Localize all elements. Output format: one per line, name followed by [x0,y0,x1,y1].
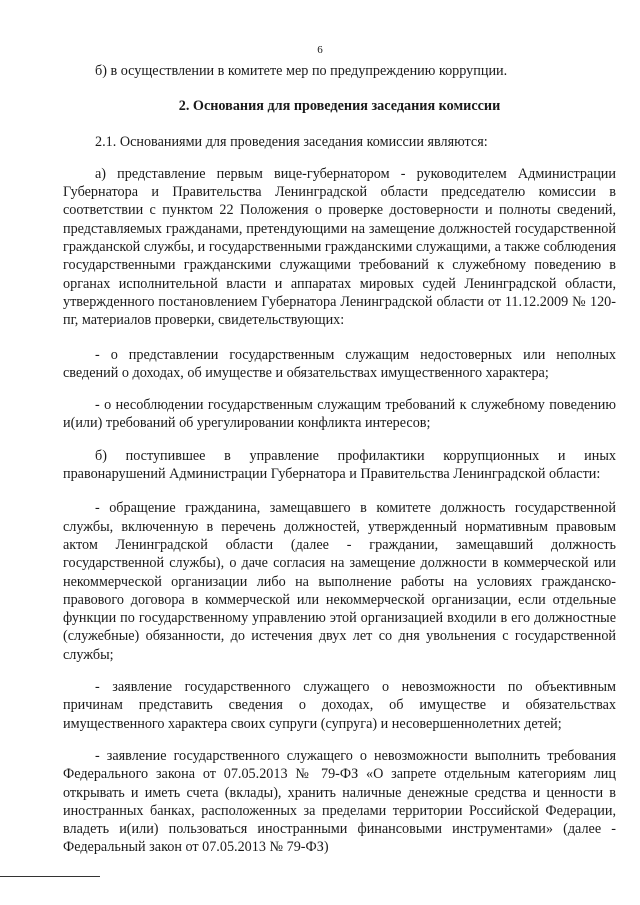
bottom-rule [0,876,100,877]
paragraph-b-dash-foreign-accounts: - заявление государственного служащего о невозможности выполнить требования Федерального закона от 07.05.2013 № 79-ФЗ «О запрете отдельным категориям лиц открывать и иметь счета (вклады), хранить наличные денежные средства и ценности в иностранных банках, расположенных за пределами территории Российской Федерации, владеть и(или) пользоваться иностранными финансовыми инструментами» (далее - Федеральный закон от 07.05.2013 № 79-ФЗ) [63,747,616,856]
paragraph-b-dash-income-statement: - заявление государственного служащего о невозможности по объективным причинам представить сведения о доходах, об имуществе и обязательствах имущественного характера своих супруги (супруга) и несовершеннолетних детей; [63,679,616,732]
section-heading: 2. Основания для проведения заседания комиссии [178,98,501,115]
paragraph-b-dash-appeal: - обращение гражданина, замещавшего в комитете должность государственной службы, включенную в перечень должностей, утвержденный нормативным правовым актом Ленинградской области (далее - граждании, замещавший должность государственной службы), о даче согласия на замещение должности в коммерческой или некоммерческой организации либо на выполнение работы на условиях гражданско-правового договора в коммерческой или некоммерческой организации, если отдельные функции по государственному управлению этой организацией входили в его должностные (служебные) обязанности, до истечения двух лет со дня увольнения с государственной службы; [63,500,616,663]
paragraph-2-1: 2.1. Основаниями для проведения заседания комиссии являются: [95,133,488,150]
document-body [63,62,616,857]
paragraph-a-dash-conduct: - о несоблюдении государственным служащим требований к служебному поведению и(или) требований об урегулировании конфликта интересов; [63,397,616,432]
page-number: 6 [317,44,323,56]
paragraph-a-dash-false-info: - о представлении государственным служащим недостоверных или неполных сведений о доходах, об имуществе и обязательствах имущественного характера; [63,346,616,381]
paragraph-b-received: б) поступившее в управление профилактики коррупционных и иных правонарушений Администрации Губернатора и Правительства Ленинградской области: [63,447,616,483]
paragraph-b-anticorruption: б) в осуществлении в комитете мер по предупреждению коррупции. [95,63,508,79]
paragraph-a-representation: а) представление первым вице-губернатором - руководителем Администрации Губернатора и Правительства Ленинградской области председателю комиссии в соответствии с пунктом 22 Положения о проверке достоверности и полноты сведений, представляемых гражданами, претендующими на замещение должностей государственной гражданской службы, и государственными гражданскими служащими, а также соблюдения государственными гражданскими служащими требований к служебному поведению в органах исполнительной власти и аппаратах мировых судей Ленинградской области, утвержденного постановлением Губернатора Ленинградской области от 11.12.2009 № 120-пг, материалов проверки, свидетельствующих: [63,165,616,329]
